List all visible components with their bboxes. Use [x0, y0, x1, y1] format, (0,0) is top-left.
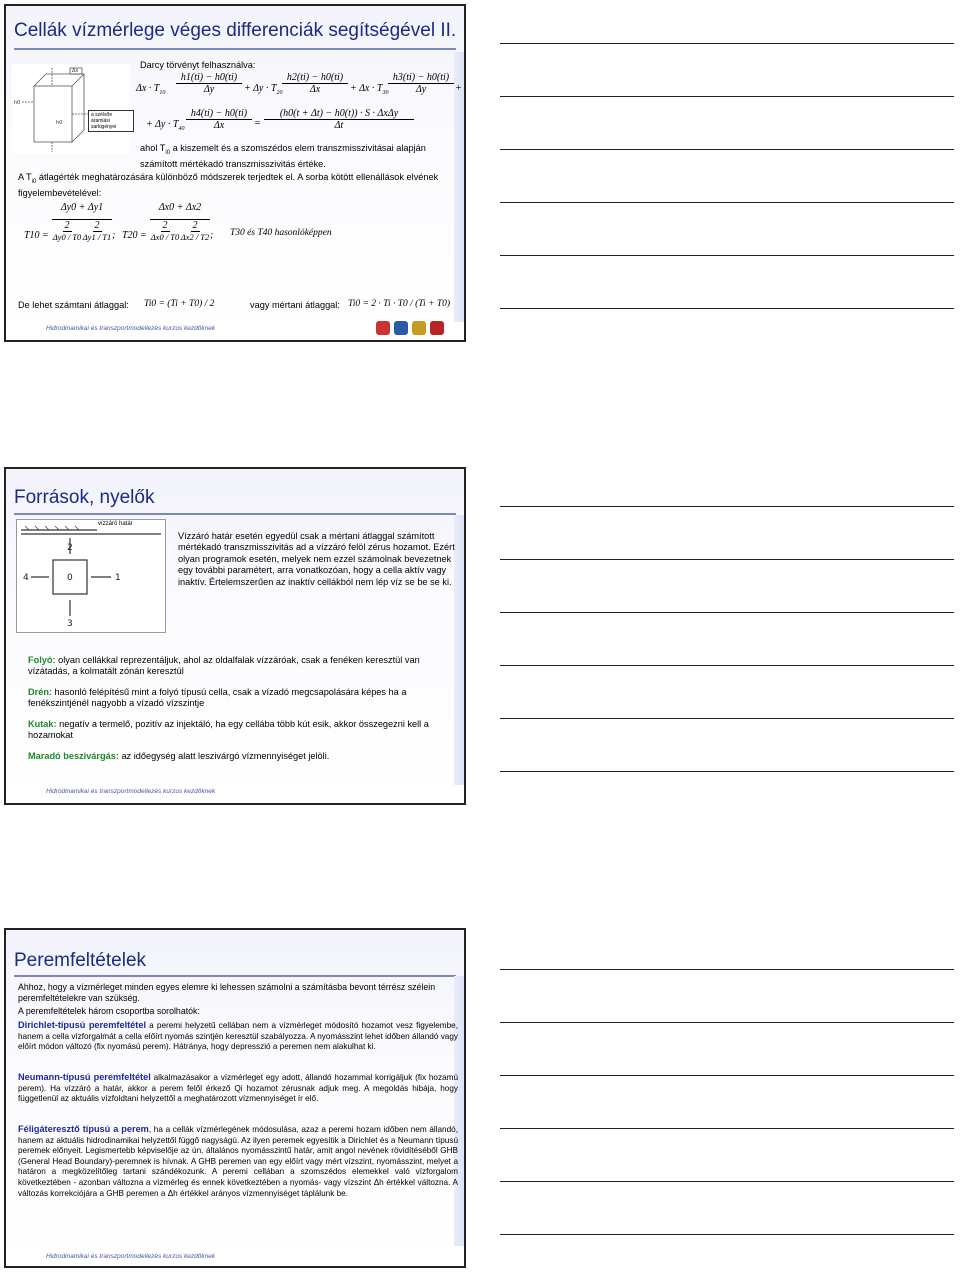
- t30-t40-note: T30 és T40 hasonlóképpen: [230, 228, 332, 238]
- semi-permeable-paragraph: Féligáteresztő típusú a perem, ha a cellák vízmérlegének módosulása, azaz a peremi hozam időben nem állandó, hanem az aktuális hidrodinamikai helyzettől függő nagyságú. Az ilyen peremek egyesítik a Dirichlet és a Neumann típusú peremek előnyeit. Legismertebb képviselője az ún. általános nyomásszintű határ, amit angol nevének rövidítéséből GHB (General Head Boundary)-peremnek is hívnak. A GHB peremen van egy előírt vagy mért vízszint, nyomásszint, melyet a határon a megközelítőleg tartani szándékozunk. A peremi cellában a szomszédos elemekkel való vízforgalom következtében - azonban változna a vízmérleg és ennek következtében a nyomás- vagy vízszint Δh értékkel változna. A változás korrekciójára a GHB peremen a Δh értékkel arányos vízmennyiséget táplálunk be.: [18, 1124, 458, 1198]
- note-line: [500, 506, 954, 507]
- t20-label: T20 =: [122, 230, 147, 241]
- t20-formula: Δx0 + Δx2 2 2 Δx0 / T0 Δx2 / T2: [150, 202, 210, 242]
- diagram-caption: a szélsőe áramlási sarkigényei: [88, 110, 134, 132]
- eq-term-3-coef: + $\Delta x \cdot T_{30}$: [350, 83, 389, 96]
- slide-2: [4, 467, 466, 805]
- intro-paragraph: Ahhoz, hogy a vízmérleget minden egyes elemre ki lehessen számolni a számításba bevont térrész szélein peremfeltételekre van szükség.: [18, 982, 436, 1003]
- logo-3-icon: [412, 321, 426, 335]
- note-line: [500, 1234, 954, 1235]
- svg-text:h0: h0: [56, 120, 63, 126]
- eq-frac-3: $\frac{h3(ti) - h0(ti)}{\Delta y}$: [388, 72, 454, 95]
- geo-formula: Ti0 = 2 · Ti · T0 / (Ti + T0): [348, 299, 451, 309]
- eq-term-4-coef: + $\Delta y \cdot T_{40}$: [146, 119, 185, 132]
- svg-text:0: 0: [67, 573, 73, 583]
- eq-frac-2: $\frac{h2(ti) - h0(ti)}{\Delta x}$: [282, 72, 348, 95]
- item-folyo: Folyó: olyan cellákkal reprezentáljuk, ahol az oldalfalak vízzáróak, csak a fenéken keresztül van vízátadás, a kolmatált zónán keresztül: [28, 655, 420, 677]
- t10-formula: Δy0 + Δy1 2 2 Δy0 / T0 Δy1 / T1: [52, 202, 112, 242]
- average-paragraph: A $T_{i0}$ átlagérték meghatározására különböző módszerek terjedtek el. A sorba kötött ellenállások elvének figyelembevételével:: [18, 172, 439, 199]
- note-line: [500, 771, 954, 772]
- title-rule: [14, 48, 456, 50]
- neumann-paragraph: Neumann-típusú peremfeltétel alkalmazásakor a vízmérleget egy adott, állandó hozammal korrigáljuk (fix hozamú perem). Ha vízzáró a határ, akkor a perem felől érkező Qi hozamot zérusnak adjuk meg. A megoldás hibája, hogy függetlenül az aktuális vízfoldtani helyzettől a meghatározott vízmennyiséget ír elő.: [18, 1072, 459, 1104]
- slide-2-title: Források, nyelők: [14, 487, 155, 508]
- note-line: [500, 202, 954, 203]
- svg-text:Δx: Δx: [72, 68, 79, 74]
- note-line: [500, 1128, 954, 1129]
- slide-1-title: Cellák vízmérlege véges differenciák segítségével II.: [14, 20, 457, 41]
- slide-1: [4, 4, 466, 342]
- item-dren: Drén: hasonló felépítésű mint a folyó típusú cella, csak a vízadó megcsapolására képes ha a fenékszintjénél nagyobb a vízadó vízszintje: [28, 687, 407, 709]
- logo-4-icon: [430, 321, 444, 335]
- eq-frac-5: (h0(t + Δt) − h0(t)) · S · ΔxΔy Δt: [264, 108, 414, 131]
- separator-1: ;: [112, 230, 116, 241]
- eq-frac-1: $\frac{h1(ti) - h0(ti)}{\Delta y}$: [176, 72, 242, 95]
- t10-label: T10 =: [24, 230, 49, 241]
- source-sink-diagram: [16, 519, 166, 633]
- item-kutak: Kutak: negatív a termelő, pozitív az injektáló, ha egy cellába több kút esik, akkor összegezni kell a hozamokat: [28, 719, 429, 741]
- footer: Hidrodinamikai és transzportmodellezés kurzus kezdőknek: [46, 1253, 216, 1260]
- ahol-text: ahol $T_{i0}$ a kiszemelt és a szomszédos elem transzmisszivitásai alapján számított mértékadó transzmisszivitás értéke.: [140, 143, 426, 170]
- svg-text:3: 3: [67, 619, 73, 629]
- arith-label: De lehet számtani átlaggal:: [18, 300, 129, 310]
- darcy-label: Darcy törvényt felhasználva:: [140, 60, 256, 70]
- logo-2-icon: [394, 321, 408, 335]
- eq-frac-4: $\frac{h4(ti) - h0(ti)}{\Delta x}$: [186, 108, 252, 131]
- note-line: [500, 1075, 954, 1076]
- groups-paragraph: A peremfeltételek három csoportba sorolhatók:: [18, 1006, 200, 1016]
- note-line: [500, 43, 954, 44]
- footer: Hidrodinamikai és transzportmodellezés kurzus kezdőknek: [46, 325, 216, 332]
- item-marado: Maradó beszivárgás: az időegység alatt leszivárgó vízmennyiséget jelöli.: [28, 751, 330, 761]
- note-line: [500, 969, 954, 970]
- title-rule: [14, 513, 456, 515]
- svg-text:h0: h0: [14, 100, 21, 106]
- note-line: [500, 612, 954, 613]
- separator-2: ;: [210, 230, 214, 241]
- slide-3: [4, 928, 466, 1268]
- dirichlet-paragraph: Dirichlet-típusú peremfeltétel a peremi helyzetű cellában nem a vízmérleget módosító hozamot vesz figyelembe, hanem a cella vízforgalmát a cella előírt nyomás szintjén keresztül szabályozza. A nyomásszint lehet időben állandó vagy előírt módon változó (fix nyomású perem). Hátránya, hogy depresszió a peremen nem alakulhat ki.: [18, 1020, 458, 1052]
- note-line: [500, 255, 954, 256]
- svg-text:1: 1: [115, 573, 121, 583]
- note-line: [500, 665, 954, 666]
- note-line: [500, 718, 954, 719]
- note-line: [500, 96, 954, 97]
- geo-label: vagy mértani átlaggal:: [250, 300, 340, 310]
- footer: Hidrodinamikai és transzportmodellezés kurzus kezdőknek: [46, 788, 216, 795]
- svg-text:4: 4: [23, 573, 29, 583]
- note-line: [500, 559, 954, 560]
- footer-logos: [376, 321, 444, 335]
- cell-diagram: [12, 64, 130, 154]
- slide-3-title: Peremfeltételek: [14, 950, 147, 971]
- note-line: [500, 308, 954, 309]
- intro-text: Vízzáró határ esetén egyedül csak a mértani átlaggal számított mértékadó transzmisszivitás ad a vízzáró felöl zérus hozamot. Ezért olyan programok esetén, melyek nem ezzel számolnak bevezetnek egy további paramétert, arra vonatkozóan, hogy a cella aktív vagy inaktív. Értelemszerűen az inaktív cellákból nem lép víz se be se ki.: [178, 531, 455, 587]
- note-line: [500, 149, 954, 150]
- eq-term-1-coef: $\Delta x \cdot T_{10}$: [136, 83, 166, 96]
- eq-plus-end: +: [455, 83, 462, 94]
- arith-formula: Ti0 = (Ti + T0) / 2: [144, 299, 215, 309]
- note-line: [500, 1181, 954, 1182]
- title-rule: [14, 975, 456, 977]
- logo-1-icon: [376, 321, 390, 335]
- eq-equals: =: [254, 118, 261, 129]
- note-line: [500, 1022, 954, 1023]
- eq-term-2-coef: + $\Delta y \cdot T_{20}$: [244, 83, 283, 96]
- svg-text:2: 2: [67, 543, 73, 553]
- impervious-label: vízzáró határ: [98, 521, 133, 527]
